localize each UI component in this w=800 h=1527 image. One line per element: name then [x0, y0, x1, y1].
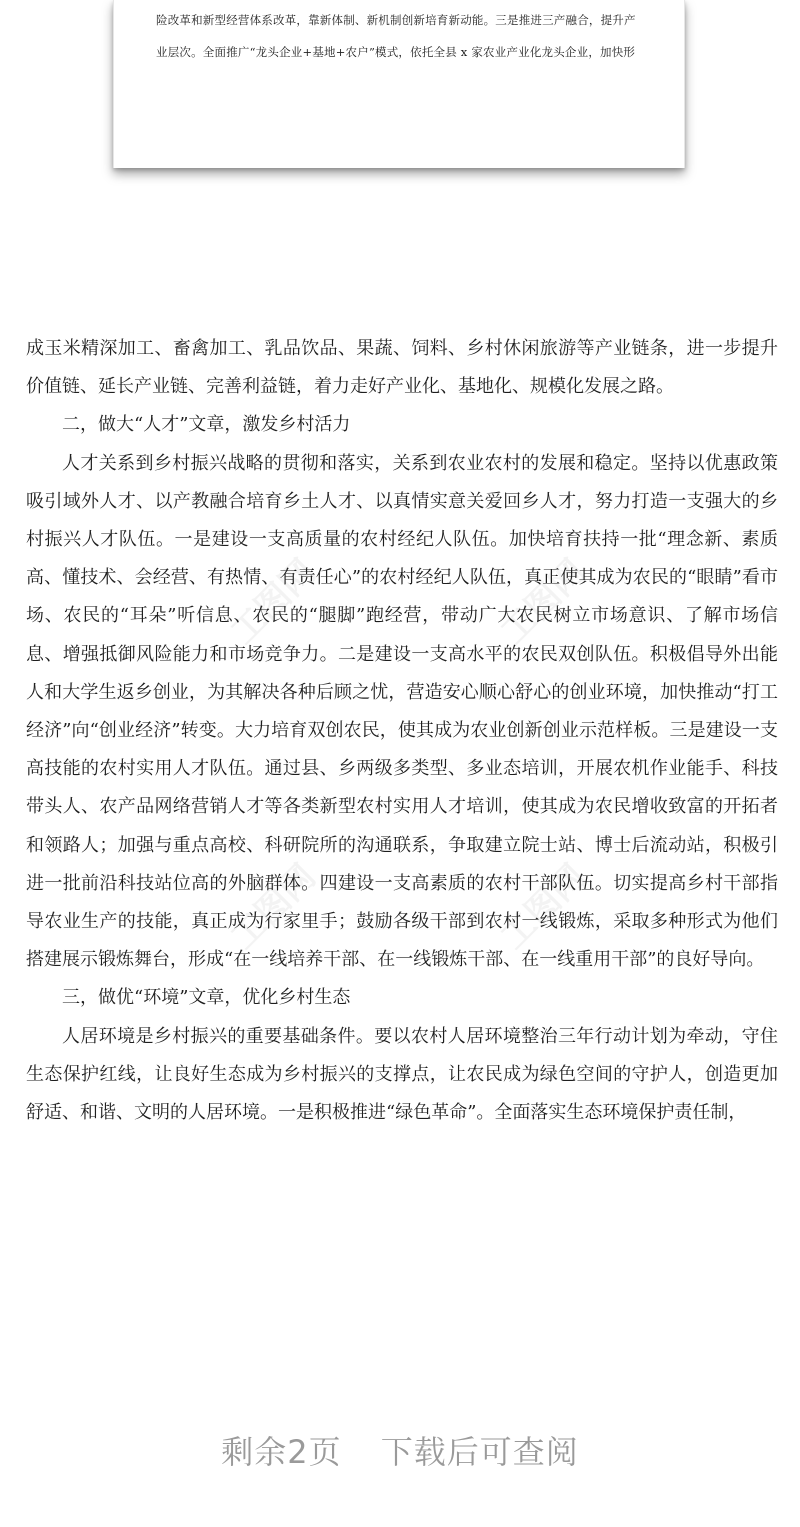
download-hint-label: 下载后可查阅 — [380, 1433, 579, 1471]
watermark: 工图网 — [493, 551, 594, 653]
watermark: 工图网 — [493, 856, 594, 958]
remaining-pages-label: 剩余2页 — [221, 1433, 342, 1471]
environment-paragraph: 人居环境是乡村振兴的重要基础条件。要以农村人居环境整治三年行动计划为牵动，守住生态保护红线，让良好生态成为乡村振兴的支撑点，让农民成为绿色空间的守护人，创造更加舒适、和谐、文明的人居环境。一是积极推进“绿色革命”。全面落实生态环境保护责任制， — [26, 1025, 778, 1124]
preview-page-card — [113, 0, 685, 168]
watermark: 工图网 — [223, 856, 324, 958]
preview-line-2: 业层次。全面推广“龙头企业+基地+农户”模式，依托全县 x 家农业产业化龙头企业，加快形 — [156, 45, 636, 59]
section-heading-environment: 三，做优“环境”文章，优化乡村生态 — [62, 987, 351, 1009]
continuation-paragraph: 成玉米精深加工、畜禽加工、乳品饮品、果蔬、饲料、乡村休闲旅游等产业链条，进一步提升价值链、延长产业链、完善利益链，着力走好产业化、基地化、规模化发展之路。 — [26, 338, 778, 398]
talent-paragraph: 人才关系到乡村振兴战略的贯彻和落实，关系到农业农村的发展和稳定。坚持以优惠政策吸引域外人才、以产教融合培育乡土人才、以真情实意关爱回乡人才，努力打造一支强大的乡村振兴人才队伍。一是建设一支高质量的农村经纪人队伍。加快培育扶持一批“理念新、素质高、懂技术、会经营、有热情、有责任心”的农村经纪人队伍，真正使其成为农民的“眼睛”看市场、农民的“耳朵”听信息、农民的“腿脚”跑经营，带动广大农民树立市场意识、了解市场信息、增强抵御风险能力和市场竞争力。二是建设一支高水平的农民双创队伍。积极倡导外出能人和大学生返乡创业，为其解决各种后顾之忧，营造安心顺心舒心的创业环境，加快推动“打工经济”向“创业经济”转变。大力培育双创农民，使其成为农业创新创业示范样板。三是建设一支高技能的农村实用人才队伍。通过县、乡两级多类型、多业态培训，开展农机作业能手、科技带头人、农产品网络营销人才等各类新型农村实用人才培训，使其成为农民增收致富的开拓者和领路人；加强与重点高校、科研院所的沟通联系，争取建立院士站、博士后流动站，积极引进一批前沿科技站位高的外脑群体。四建设一支高素质的农村干部队伍。切实提高乡村干部指导农业生产的技能，真正成为行家里手；鼓励各级干部到农村一线锻炼，采取多种形式为他们搭建展示锻炼舞台，形成“在一线培养干部、在一线锻炼干部、在一线重用干部”的良好导向。 — [26, 452, 778, 971]
section-heading-talent: 二，做大“人才”文章，激发乡村活力 — [62, 414, 351, 436]
watermark: 工图网 — [223, 551, 324, 653]
remaining-pages-banner[interactable] — [0, 1427, 800, 1473]
document-body — [26, 330, 778, 1132]
preview-line-1: 险改革和新型经营体系改革，靠新体制、新机制创新培育新动能。三是推进三产融合，提升产 — [156, 13, 636, 27]
